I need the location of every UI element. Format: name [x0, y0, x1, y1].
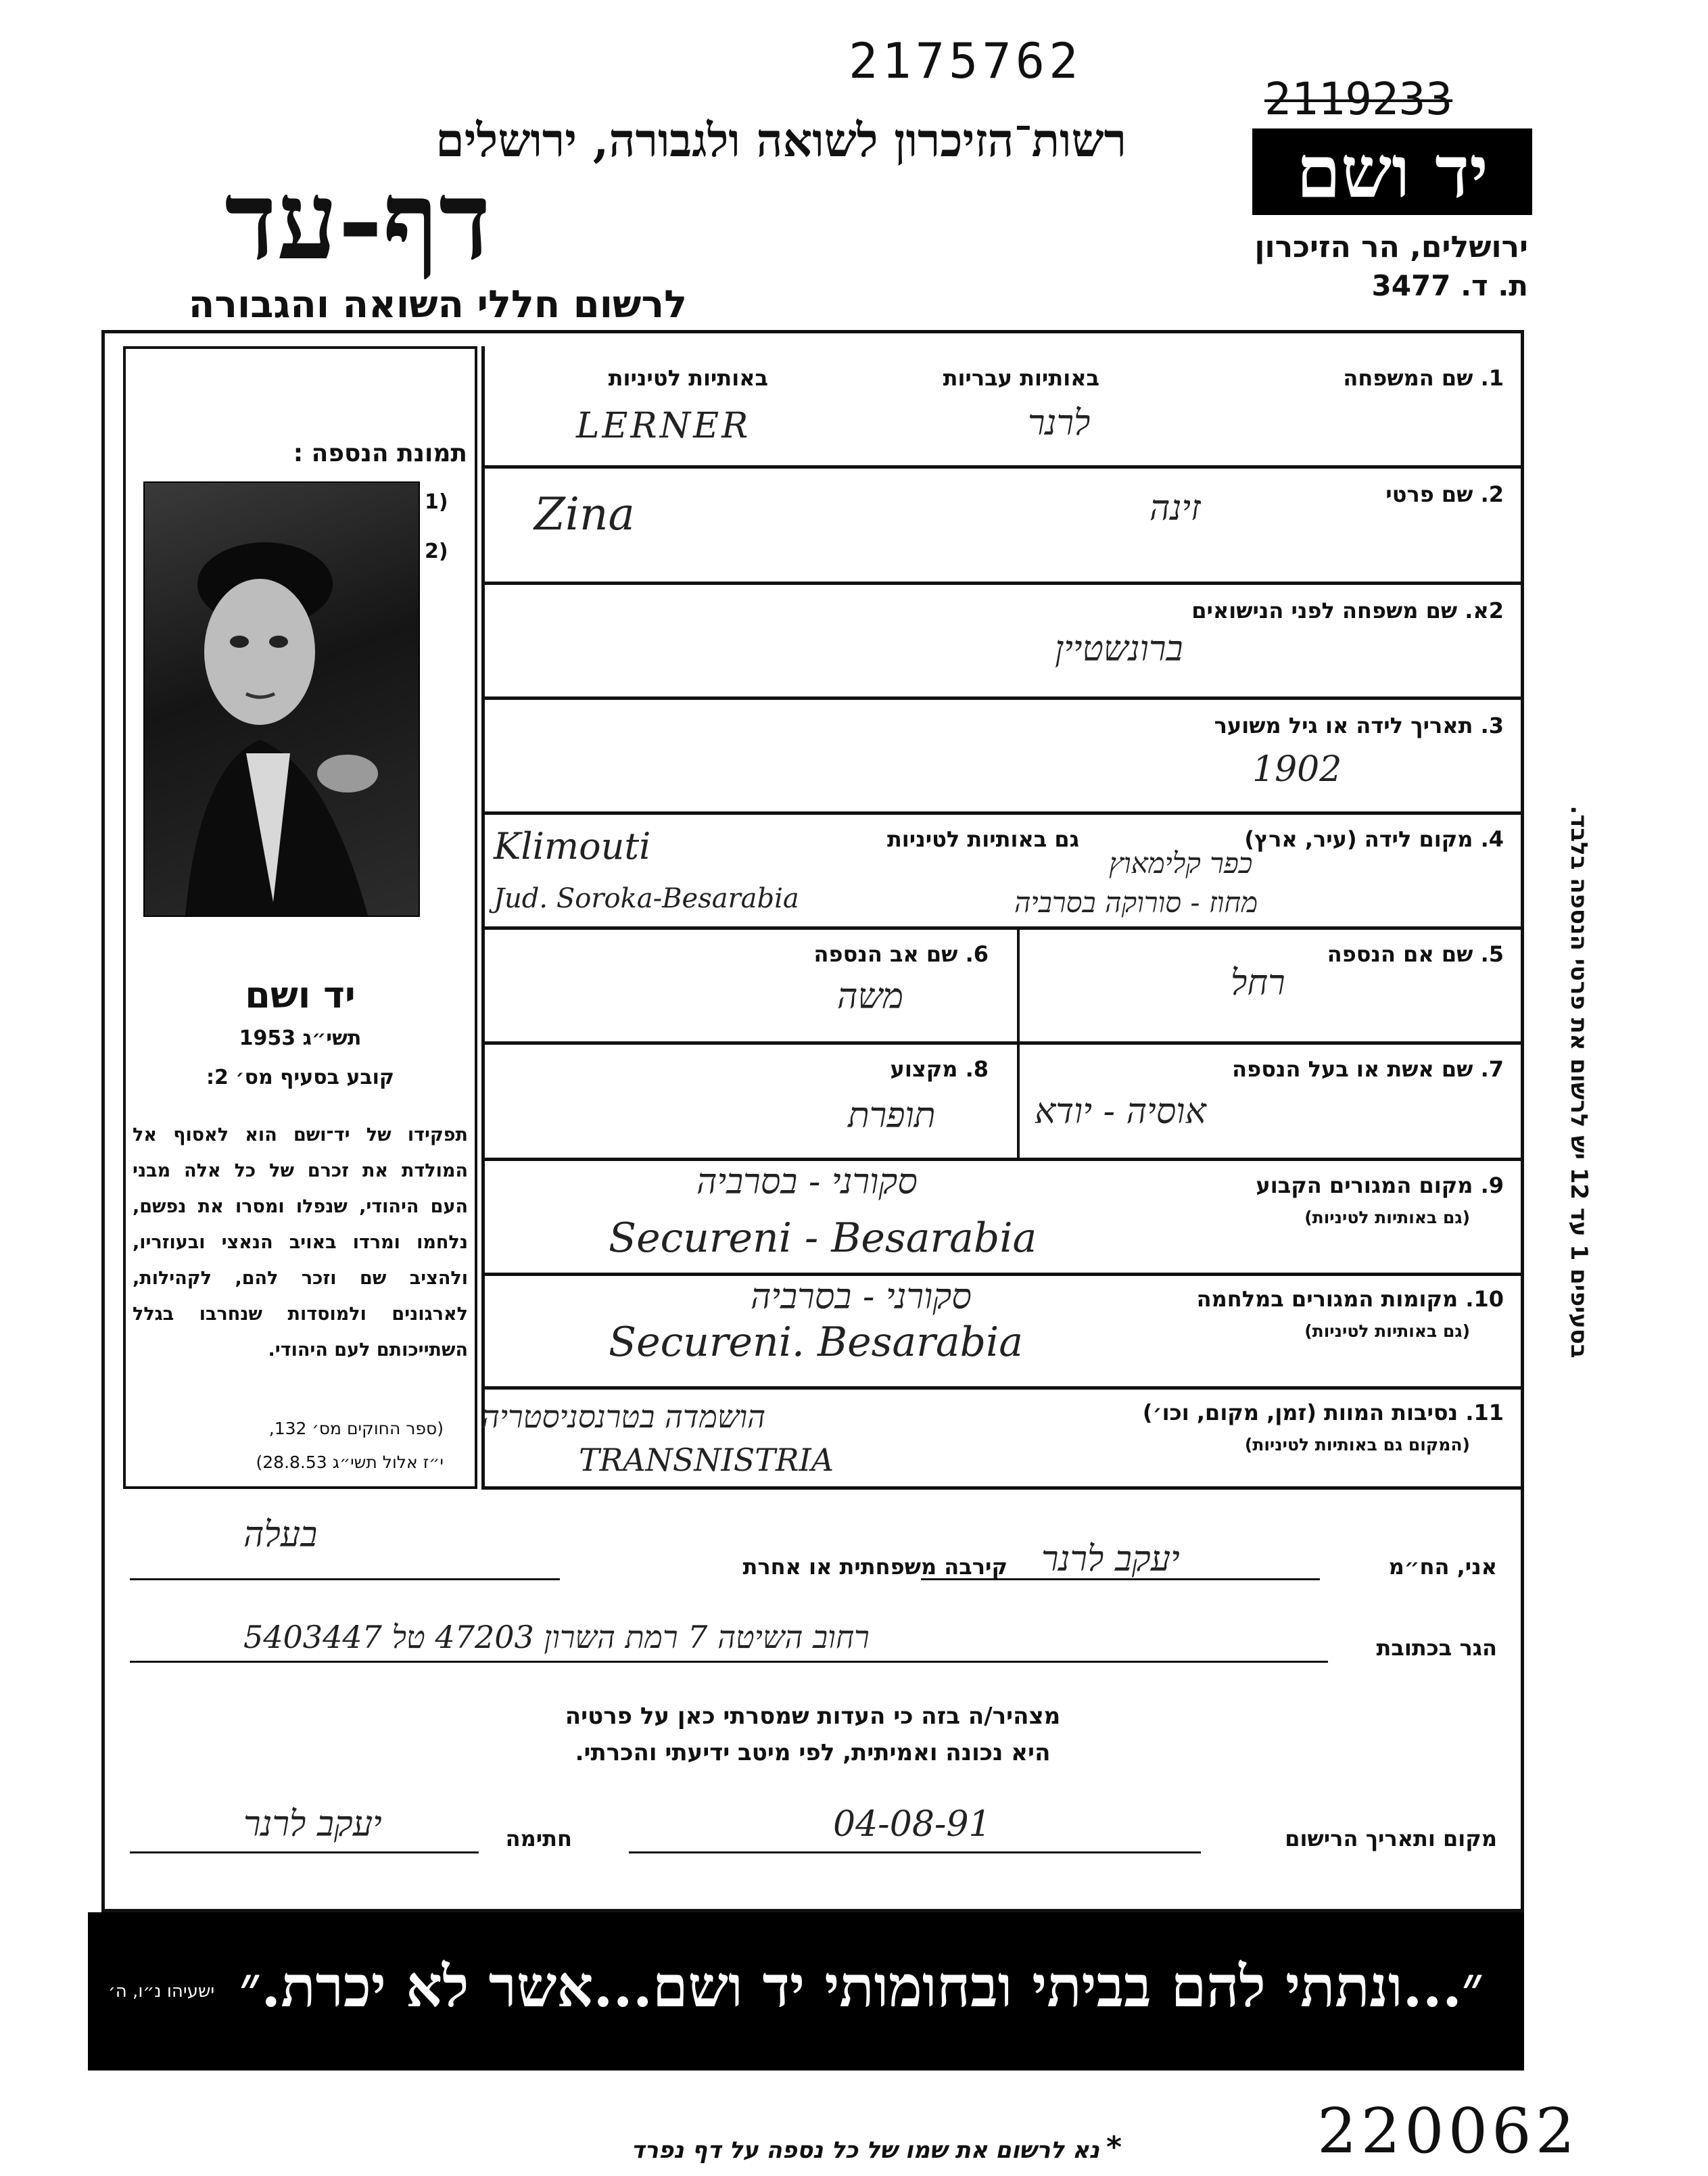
field-4-value-latin-1: Klimouti [494, 825, 651, 868]
field-9-label: 9. מקום המגורים הקבוע [1256, 1173, 1504, 1198]
law-text: תפקידו של יד־ושם הוא לאסוף אל המולדת את זכרם של כל אלה מבני העם היהודי, שנפלו ומסרו את נפשם, נלחמו ומרדו באויב הנאצי ובעוזריו, ולהציב שם וזכר להם, לקהילות, לארגונים ולמוסדות שנחרבו בגלל השתייכותם לעם היהודי. [133, 1125, 468, 1361]
law-year: תשי״ג 1953 [239, 1026, 362, 1050]
field-1-value-hebrew: לרנר [1028, 403, 1091, 444]
address-line-1: ירושלים, הר הזיכרון [1254, 230, 1528, 264]
field-4-value-hebrew-2: מחוז - סורוקה בסרביה [1014, 886, 1258, 919]
place-date-value: 04-08-91 [833, 1804, 991, 1845]
photo-caption: תמונת הנספה : [293, 440, 467, 467]
field-4-latin-header: גם באותיות לטיניות [886, 826, 1079, 852]
field-8-value: תופרת [848, 1095, 936, 1136]
field-9-sub: (גם באותיות לטיניות) [1304, 1208, 1470, 1227]
field-9-value-hebrew: סקורני - בסרביה [696, 1162, 918, 1202]
field-2-label: 2. שם פרטי [1385, 481, 1504, 507]
field-6-label: 6. שם אב הנספה [813, 941, 989, 967]
law-ref-2: י״ז אלול תשי״ג 28.8.53) [256, 1452, 444, 1472]
photo-mark-1: 1) [425, 490, 448, 514]
declarant-name: יעקב לרנר [1041, 1539, 1180, 1580]
statement-line-2: היא נכונה ואמיתית, לפי מיטב ידיעתי והכרתי. [575, 1739, 1051, 1766]
field-1-latin-header: באותיות לטיניות [608, 365, 768, 391]
portrait-icon [145, 483, 419, 916]
signature-value: יעקב לרנר [243, 1804, 382, 1845]
side-note: בסעיפים 1 עד 12 יש לרשום את פרטי הנספה בלבד. [1565, 805, 1592, 1358]
field-11-label: 11. נסיבות המוות (זמן, מקום, וכו׳) [1142, 1400, 1504, 1425]
field-5-value: רחל [1231, 963, 1285, 1003]
footer-number: 220062 [1317, 2095, 1580, 2167]
field-10-sub: (גם באותיות לטיניות) [1304, 1321, 1470, 1341]
place-date-label: מקום ותאריך הרישום [1285, 1826, 1497, 1851]
address-value: רחוב השיטה 7 רמת השרון 47203 טל 5403447 [243, 1619, 870, 1655]
field-10-value-latin: Secureni. Besarabia [609, 1319, 1024, 1366]
field-3-value: 1902 [1252, 749, 1342, 790]
field-2a-value: ברונשטיין [1055, 629, 1183, 669]
field-2-value-latin: Zina [534, 488, 635, 540]
signature-label: חתימה [505, 1826, 572, 1851]
field-4-label: 4. מקום לידה (עיר, ארץ) [1244, 826, 1504, 852]
address-line-2: ת. ד. 3477 [1371, 269, 1528, 302]
field-8-label: 8. מקצוע [890, 1056, 989, 1082]
law-ref-1: (ספר החוקים מס׳ 132, [268, 1419, 444, 1438]
photo-mark-2: 2) [425, 540, 448, 563]
statement-line-1: מצהיר/ה בזה כי העדות שמסרתי כאן על פרטיה [565, 1703, 1061, 1730]
doc-number-struck: 2119233 [1264, 73, 1453, 125]
field-3-label: 3. תאריך לידה או גיל משוער [1214, 713, 1504, 738]
footer-star: * [1106, 2130, 1122, 2165]
field-10-label: 10. מקומות המגורים במלחמה [1196, 1286, 1504, 1312]
field-6-value: משה [837, 976, 904, 1017]
law-title: יד ושם [245, 974, 356, 1016]
declarant-label: אני, הח״מ [1388, 1554, 1497, 1580]
fields-frame [481, 346, 1524, 1489]
field-2-value-hebrew: זינה [1149, 488, 1201, 529]
field-4-value-hebrew-1: כפר קלימאוץ [1109, 847, 1253, 880]
banner-source: ישעיהו נ״ו, ה׳ [108, 1981, 215, 2002]
page-title: דף-עד [224, 157, 491, 284]
kinship-value: בעלה [243, 1515, 318, 1555]
victim-photo [143, 481, 420, 917]
field-10-value-hebrew: סקורני - בסרביה [751, 1277, 972, 1317]
yad-vashem-logo [1252, 128, 1532, 215]
field-7-value: אוסיה - יודא [1035, 1091, 1206, 1132]
quote-banner [88, 1912, 1524, 2071]
field-11-sub: (המקום גם באותיות לטיניות) [1244, 1435, 1470, 1454]
field-5-label: 5. שם אם הנספה [1327, 941, 1504, 967]
field-9-value-latin: Secureni - Besarabia [609, 1214, 1037, 1262]
banner-quote: ״...ונתתי להם בביתי ובחומותי יד ושם...אשר לא יכרת.״ [239, 1953, 1484, 2020]
doc-number-top: 2175762 [849, 32, 1083, 89]
field-2a-label: 2א. שם משפחה לפני הנישואים [1191, 598, 1504, 623]
authority-title: רשות־הזיכרון לשואה ולגבורה, ירושלים [435, 114, 1126, 168]
field-1-value-latin: LERNER [576, 406, 751, 446]
field-7-label: 7. שם אשת או בעל הנספה [1232, 1056, 1504, 1082]
field-11-value-latin: TRANSNISTRIA [579, 1442, 834, 1478]
field-1-hebrew-header: באותיות עבריות [943, 365, 1099, 391]
field-1-label: 1. שם המשפחה [1343, 365, 1504, 391]
law-section: קובע בסעיף מס׳ 2: [206, 1066, 395, 1089]
page-subtitle: לרשום חללי השואה והגבורה [188, 283, 687, 327]
logo-text: יד ושם [1296, 129, 1488, 214]
address-label: הגר בכתובת [1376, 1635, 1497, 1661]
field-11-value-hebrew: הושמדה בטרנסניסטריה [481, 1398, 766, 1435]
kinship-label: קירבה משפחתית או אחרת [742, 1554, 1007, 1580]
field-4-value-latin-2: Jud. Soroka-Besarabia [494, 883, 799, 914]
footer-note: נא לרשום את שמו של כל נספה על דף נפרד [631, 2137, 1099, 2164]
